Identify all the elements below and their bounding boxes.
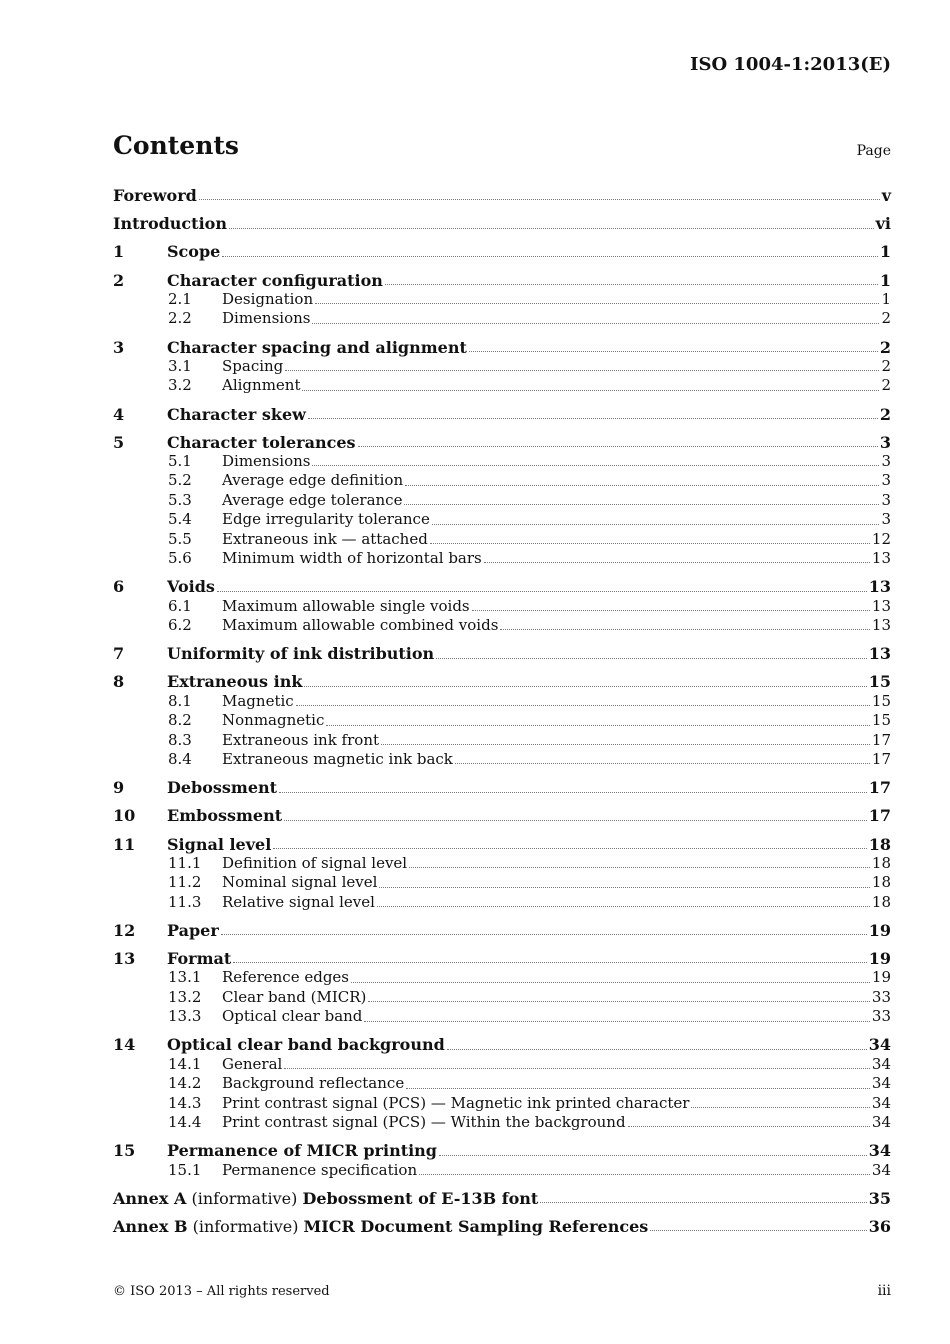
toc-entry-page: 34 <box>868 1035 891 1055</box>
toc-entry[interactable] <box>113 530 891 549</box>
toc-entry-title-text: Character configuration <box>167 270 383 290</box>
toc-entry-title-text: Print contrast signal (PCS) — Magnetic ink printed character <box>222 1093 690 1112</box>
toc-entry-title <box>222 376 300 395</box>
dot-leader <box>199 198 880 200</box>
toc-entry-number: 15 <box>113 1141 136 1161</box>
toc-entry[interactable] <box>113 854 891 873</box>
dot-leader <box>385 283 878 285</box>
toc-entry-title <box>167 271 383 290</box>
toc-entry-title-text: Character spacing and alignment <box>167 337 467 357</box>
toc-entry-title <box>222 491 402 510</box>
toc-entry-title-text: Nominal signal level <box>222 873 378 892</box>
toc-entry-page: 2 <box>881 309 891 328</box>
toc-entry-number: 8.4 <box>168 749 192 768</box>
toc-entry[interactable] <box>113 893 891 912</box>
toc-entry[interactable] <box>113 214 891 233</box>
toc-entry-title-text: Reference edges <box>222 968 350 987</box>
dot-leader <box>439 1154 867 1156</box>
toc-entry-page: 34 <box>868 1141 891 1161</box>
dot-leader <box>302 389 879 391</box>
dot-leader <box>233 961 866 963</box>
toc-entry-title <box>113 214 227 233</box>
toc-entry-page: 1 <box>881 289 891 308</box>
toc-entry[interactable] <box>113 1035 891 1054</box>
toc-entry-number: 14.1 <box>168 1054 202 1073</box>
dot-leader <box>221 933 867 935</box>
toc-entry[interactable] <box>113 692 891 711</box>
dot-leader <box>273 847 866 849</box>
dot-leader <box>419 1173 870 1175</box>
toc-entry-title-text: Uniformity of ink distribution <box>167 644 435 664</box>
toc-entry-title <box>222 597 470 616</box>
toc-entry-number: 5 <box>113 432 125 452</box>
toc-entry[interactable] <box>113 452 891 471</box>
toc-entry-number: 1 <box>113 242 125 262</box>
toc-entry-page: 13 <box>871 616 891 634</box>
dot-leader <box>368 1000 870 1002</box>
dot-leader <box>405 484 879 486</box>
toc-entry-title-text: Annex A <box>113 1188 187 1208</box>
toc-entry-number: 3 <box>113 337 125 357</box>
toc-entry-title-text: Edge irregularity tolerance <box>222 510 430 529</box>
dot-leader <box>500 628 870 630</box>
toc-entry-title <box>222 692 294 711</box>
dot-leader <box>409 866 870 868</box>
toc-entry-title <box>167 1141 437 1160</box>
toc-entry[interactable] <box>113 806 891 825</box>
toc-entry-title-text: Paper <box>167 920 219 940</box>
toc-entry[interactable] <box>113 1217 891 1236</box>
toc-entry[interactable] <box>113 968 891 987</box>
dot-leader <box>285 369 879 371</box>
dot-leader <box>326 724 870 726</box>
toc-entry-page: 33 <box>871 987 891 1006</box>
toc-entry-page: 13 <box>871 549 891 568</box>
toc-entry-title <box>222 968 349 987</box>
dot-leader <box>222 255 878 257</box>
toc-entry-page: 18 <box>871 853 891 872</box>
toc-entry-number: 14.3 <box>168 1093 202 1112</box>
toc-entry-page: 2 <box>881 356 891 375</box>
toc-entry-number: 6.1 <box>168 596 192 615</box>
toc-entry[interactable] <box>113 988 891 1007</box>
toc-entry-title <box>113 186 197 205</box>
dot-leader <box>436 657 867 659</box>
toc-entry-page: 2 <box>881 376 891 395</box>
toc-entry-title <box>222 731 379 750</box>
toc-entry-title-text: Definition of signal level <box>222 853 408 872</box>
toc-entry[interactable] <box>113 597 891 616</box>
toc-entry[interactable] <box>113 835 891 854</box>
toc-entry[interactable] <box>113 1189 891 1208</box>
toc-entry-number: 4 <box>113 404 125 424</box>
dot-leader <box>484 561 870 563</box>
toc-entry-page: 2 <box>879 337 891 357</box>
toc-entry-title <box>167 577 215 596</box>
toc-entry[interactable] <box>113 309 891 328</box>
toc-entry-number: 5.3 <box>168 490 192 509</box>
toc-entry[interactable] <box>113 1141 891 1160</box>
toc-entry-number: 5.1 <box>168 452 192 471</box>
toc-entry-page: 34 <box>871 1074 891 1093</box>
dot-leader <box>284 1067 870 1069</box>
dot-leader <box>358 445 878 447</box>
toc-entry-page: 17 <box>868 778 891 798</box>
toc-entry-page: 1 <box>879 242 891 262</box>
toc-entry-number: 9 <box>113 778 125 798</box>
toc-entry[interactable] <box>113 1074 891 1093</box>
toc-entry-title <box>167 242 220 261</box>
toc-entry[interactable] <box>113 405 891 424</box>
toc-entry-page: 3 <box>881 490 891 509</box>
toc-entry[interactable] <box>113 873 891 892</box>
toc-entry-page: 18 <box>871 892 891 911</box>
toc-entry-title-text: Embossment <box>167 806 283 826</box>
toc-entry-number: 11 <box>113 834 136 854</box>
toc-entry-page: 34 <box>871 1160 891 1179</box>
toc-entry-title-text: Dimensions <box>222 309 311 328</box>
annex-title-text: MICR Document Sampling References <box>303 1216 649 1236</box>
toc-entry-number: 13.3 <box>168 1007 202 1026</box>
toc-entry-page: 19 <box>868 920 891 940</box>
dot-leader <box>404 503 879 505</box>
toc-entry-title-text: Voids <box>167 577 215 597</box>
toc-entry-title-text: Permanence specification <box>222 1160 418 1179</box>
dot-leader <box>540 1201 866 1203</box>
toc-entry-number: 13.1 <box>168 968 202 987</box>
toc-entry[interactable] <box>113 731 891 750</box>
toc-entry[interactable] <box>113 672 891 691</box>
toc-entry-title <box>222 452 310 471</box>
toc-entry-title-text: General <box>222 1054 283 1073</box>
toc-entry-number: 7 <box>113 644 125 664</box>
dot-leader <box>381 743 870 745</box>
dot-leader <box>217 590 867 592</box>
toc-entry-number: 3.2 <box>168 376 192 395</box>
dot-leader <box>312 464 879 466</box>
toc-entry-page: 18 <box>871 873 891 892</box>
dot-leader <box>315 302 879 304</box>
toc-entry-title <box>167 806 282 825</box>
dot-leader <box>279 791 867 793</box>
toc-entry-title-text: Introduction <box>113 214 227 234</box>
toc-entry-title-text: Average edge definition <box>222 471 404 490</box>
toc-entry-page: 34 <box>871 1112 891 1131</box>
toc-entry-number: 14.2 <box>168 1074 202 1093</box>
toc-entry[interactable] <box>113 949 891 968</box>
footer-page-number: iii <box>877 1283 891 1299</box>
toc-entry-title-text: Extraneous ink front <box>222 730 380 749</box>
toc-entry[interactable] <box>113 510 891 529</box>
toc-entry[interactable] <box>113 1007 891 1026</box>
toc-entry-number: 8.3 <box>168 730 192 749</box>
toc-entry-title <box>222 711 324 730</box>
toc-entry-title <box>222 1074 404 1093</box>
toc-entry-page: 17 <box>868 806 891 826</box>
dot-leader <box>455 762 870 764</box>
table-of-contents <box>113 186 891 1236</box>
toc-entry-number: 13 <box>113 949 136 969</box>
toc-entry-title <box>167 835 271 854</box>
toc-entry-page: 12 <box>871 529 891 548</box>
toc-entry[interactable] <box>113 242 891 261</box>
toc-entry[interactable] <box>113 491 891 510</box>
toc-entry-title <box>222 873 377 892</box>
toc-entry-page: v <box>881 186 891 205</box>
contents-title: Contents <box>113 131 240 160</box>
toc-entry-title-text: Optical clear band <box>222 1007 363 1026</box>
toc-entry-title-text: Nonmagnetic <box>222 711 325 730</box>
toc-entry-title <box>222 309 310 328</box>
toc-entry-number: 8.2 <box>168 711 192 730</box>
toc-entry-title <box>113 1217 648 1236</box>
page-column-label: Page <box>856 143 891 159</box>
toc-entry-title-text: Permanence of MICR printing <box>167 1141 437 1161</box>
toc-entry-title <box>222 471 403 490</box>
toc-entry-title-text: Dimensions <box>222 452 311 471</box>
toc-entry-title <box>113 1189 538 1208</box>
toc-entry-number: 5.6 <box>168 549 192 568</box>
toc-entry-page: 15 <box>868 672 891 692</box>
toc-entry-title-text: Maximum allowable combined voids <box>222 616 499 634</box>
toc-entry-title-text: Extraneous ink — attached <box>222 529 428 548</box>
toc-entry[interactable] <box>113 1113 891 1132</box>
toc-entry-page: 13 <box>868 577 891 597</box>
dot-leader <box>308 417 878 419</box>
toc-entry-title-text: Extraneous magnetic ink back <box>222 749 453 768</box>
toc-entry-title <box>222 616 498 635</box>
toc-entry[interactable] <box>113 750 891 769</box>
toc-entry[interactable] <box>113 644 891 663</box>
toc-entry-title <box>222 549 482 568</box>
toc-entry-number: 8 <box>113 672 125 692</box>
toc-entry-title <box>222 1055 282 1074</box>
dot-leader <box>469 350 878 352</box>
toc-entry-number: 11.3 <box>168 892 202 911</box>
toc-entry-number: 11.1 <box>168 853 202 872</box>
toc-entry-number: 11.2 <box>168 873 202 892</box>
toc-entry-page: 35 <box>868 1188 891 1208</box>
footer-copyright: © ISO 2013 – All rights reserved <box>113 1284 330 1299</box>
toc-entry-title <box>167 338 467 357</box>
annex-title-text: Debossment of E-13B font <box>302 1188 539 1208</box>
toc-entry-page: 1 <box>879 270 891 290</box>
dot-leader <box>406 1087 870 1089</box>
toc-entry-title <box>222 510 430 529</box>
toc-entry-title-text: Character skew <box>167 404 306 424</box>
dot-leader <box>691 1106 869 1108</box>
toc-entry-page: 15 <box>871 691 891 710</box>
toc-entry-page: 34 <box>871 1093 891 1112</box>
dot-leader <box>628 1125 870 1127</box>
toc-entry-page: 17 <box>871 749 891 768</box>
toc-entry[interactable] <box>113 1055 891 1074</box>
toc-entry[interactable] <box>113 338 891 357</box>
toc-entry-title-text: Scope <box>167 242 221 262</box>
toc-entry-number: 14 <box>113 1035 136 1055</box>
toc-entry-number: 3.1 <box>168 356 192 375</box>
toc-entry-title-text: Maximum allowable single voids <box>222 596 470 615</box>
annex-informative-note: (informative) <box>186 1188 303 1208</box>
toc-entry-title-text: Print contrast signal (PCS) — Within the background <box>222 1112 626 1131</box>
toc-entry-number: 10 <box>113 806 136 826</box>
toc-entry-title-text: Minimum width of horizontal bars <box>222 549 482 568</box>
toc-entry-title <box>222 1113 626 1132</box>
toc-entry-page: 18 <box>868 834 891 854</box>
dot-leader <box>430 542 870 544</box>
toc-entry-title-text: Debossment <box>167 778 278 798</box>
toc-entry[interactable] <box>113 1161 891 1180</box>
toc-entry-title <box>222 854 407 873</box>
toc-entry[interactable] <box>113 376 891 395</box>
toc-entry-title-text: Foreword <box>113 186 197 205</box>
toc-entry-page: 3 <box>881 510 891 529</box>
annex-informative-note: (informative) <box>187 1216 304 1236</box>
toc-entry-page: 19 <box>868 949 891 969</box>
dot-leader <box>650 1229 866 1231</box>
toc-entry-page: 19 <box>871 968 891 987</box>
toc-entry-title-text: Extraneous ink <box>167 672 303 692</box>
toc-entry-title-text: Signal level <box>167 834 272 854</box>
toc-entry-page: 3 <box>879 432 891 452</box>
toc-entry-title <box>167 949 231 968</box>
toc-entry-page: 17 <box>871 730 891 749</box>
toc-entry-title <box>222 290 313 309</box>
toc-entry-title <box>222 1007 362 1026</box>
toc-entry-title <box>222 357 283 376</box>
toc-entry-title-text: Designation <box>222 289 314 308</box>
toc-entry-number: 2.1 <box>168 289 192 308</box>
toc-entry-number: 8.1 <box>168 691 192 710</box>
toc-entry-title <box>167 433 356 452</box>
toc-entry-title-text: Spacing <box>222 356 284 375</box>
toc-entry-title-text: Magnetic <box>222 691 294 710</box>
toc-entry[interactable] <box>113 357 891 376</box>
dot-leader <box>447 1048 867 1050</box>
toc-entry-title <box>167 672 302 691</box>
toc-entry-title-text: Optical clear band background <box>167 1035 445 1055</box>
dot-leader <box>472 609 870 611</box>
toc-entry-title <box>222 530 428 549</box>
toc-entry-title-text: Alignment <box>222 376 301 395</box>
toc-entry[interactable] <box>113 549 891 568</box>
toc-entry-title-text: Relative signal level <box>222 892 375 911</box>
toc-entry-number: 5.4 <box>168 510 192 529</box>
toc-entry[interactable] <box>113 778 891 797</box>
toc-entry-number: 15.1 <box>168 1160 202 1179</box>
toc-entry-page: 36 <box>868 1216 891 1236</box>
toc-entry[interactable] <box>113 616 891 635</box>
toc-entry-page: vi <box>875 214 891 234</box>
toc-entry[interactable] <box>113 471 891 490</box>
toc-entry-title-text: Clear band (MICR) <box>222 987 367 1006</box>
toc-entry-title <box>167 921 219 940</box>
toc-entry[interactable] <box>113 1094 891 1113</box>
toc-entry[interactable] <box>113 921 891 940</box>
toc-entry-page: 34 <box>871 1054 891 1073</box>
dot-leader <box>312 322 879 324</box>
toc-entry[interactable] <box>113 577 891 596</box>
toc-entry-page: 13 <box>868 644 891 664</box>
dot-leader <box>296 704 870 706</box>
toc-entry-number: 2.2 <box>168 309 192 328</box>
toc-entry-number: 14.4 <box>168 1112 202 1131</box>
toc-entry[interactable] <box>113 186 891 205</box>
dot-leader <box>229 227 874 229</box>
toc-entry-title <box>222 1094 689 1113</box>
toc-entry-title-text: Annex B <box>113 1216 188 1236</box>
toc-entry-page: 33 <box>871 1007 891 1026</box>
toc-entry-title <box>222 1161 417 1180</box>
toc-entry-title <box>222 988 366 1007</box>
dot-leader <box>432 523 880 525</box>
toc-entry-number: 12 <box>113 920 136 940</box>
dot-leader <box>364 1020 870 1022</box>
dot-leader <box>379 886 869 888</box>
toc-entry[interactable] <box>113 711 891 730</box>
toc-entry-title <box>222 893 375 912</box>
toc-entry-page: 3 <box>881 452 891 471</box>
toc-entry-title <box>167 644 434 663</box>
toc-entry-title <box>167 405 306 424</box>
document-id: ISO 1004-1:2013(E) <box>690 54 891 75</box>
toc-entry-number: 13.2 <box>168 987 202 1006</box>
toc-entry-page: 2 <box>879 404 891 424</box>
toc-entry-title-text: Format <box>167 949 232 969</box>
toc-entry-number: 6.2 <box>168 616 192 634</box>
toc-entry-title <box>222 750 453 769</box>
toc-entry-title <box>167 1035 445 1054</box>
dot-leader <box>377 905 870 907</box>
dot-leader <box>304 685 866 687</box>
toc-entry[interactable] <box>113 290 891 309</box>
toc-entry-number: 2 <box>113 270 125 290</box>
toc-entry-title-text: Average edge tolerance <box>222 490 403 509</box>
toc-entry-page: 13 <box>871 596 891 615</box>
toc-entry[interactable] <box>113 433 891 452</box>
toc-entry[interactable] <box>113 271 891 290</box>
toc-entry-page: 15 <box>871 711 891 730</box>
dot-leader <box>284 819 867 821</box>
toc-entry-page: 3 <box>881 471 891 490</box>
dot-leader <box>351 981 870 983</box>
toc-entry-number: 5.2 <box>168 471 192 490</box>
toc-entry-title-text: Character tolerances <box>167 432 356 452</box>
toc-entry-title <box>167 778 277 797</box>
toc-entry-number: 5.5 <box>168 529 192 548</box>
toc-entry-number: 6 <box>113 577 125 597</box>
toc-entry-title-text: Background reflectance <box>222 1074 405 1093</box>
